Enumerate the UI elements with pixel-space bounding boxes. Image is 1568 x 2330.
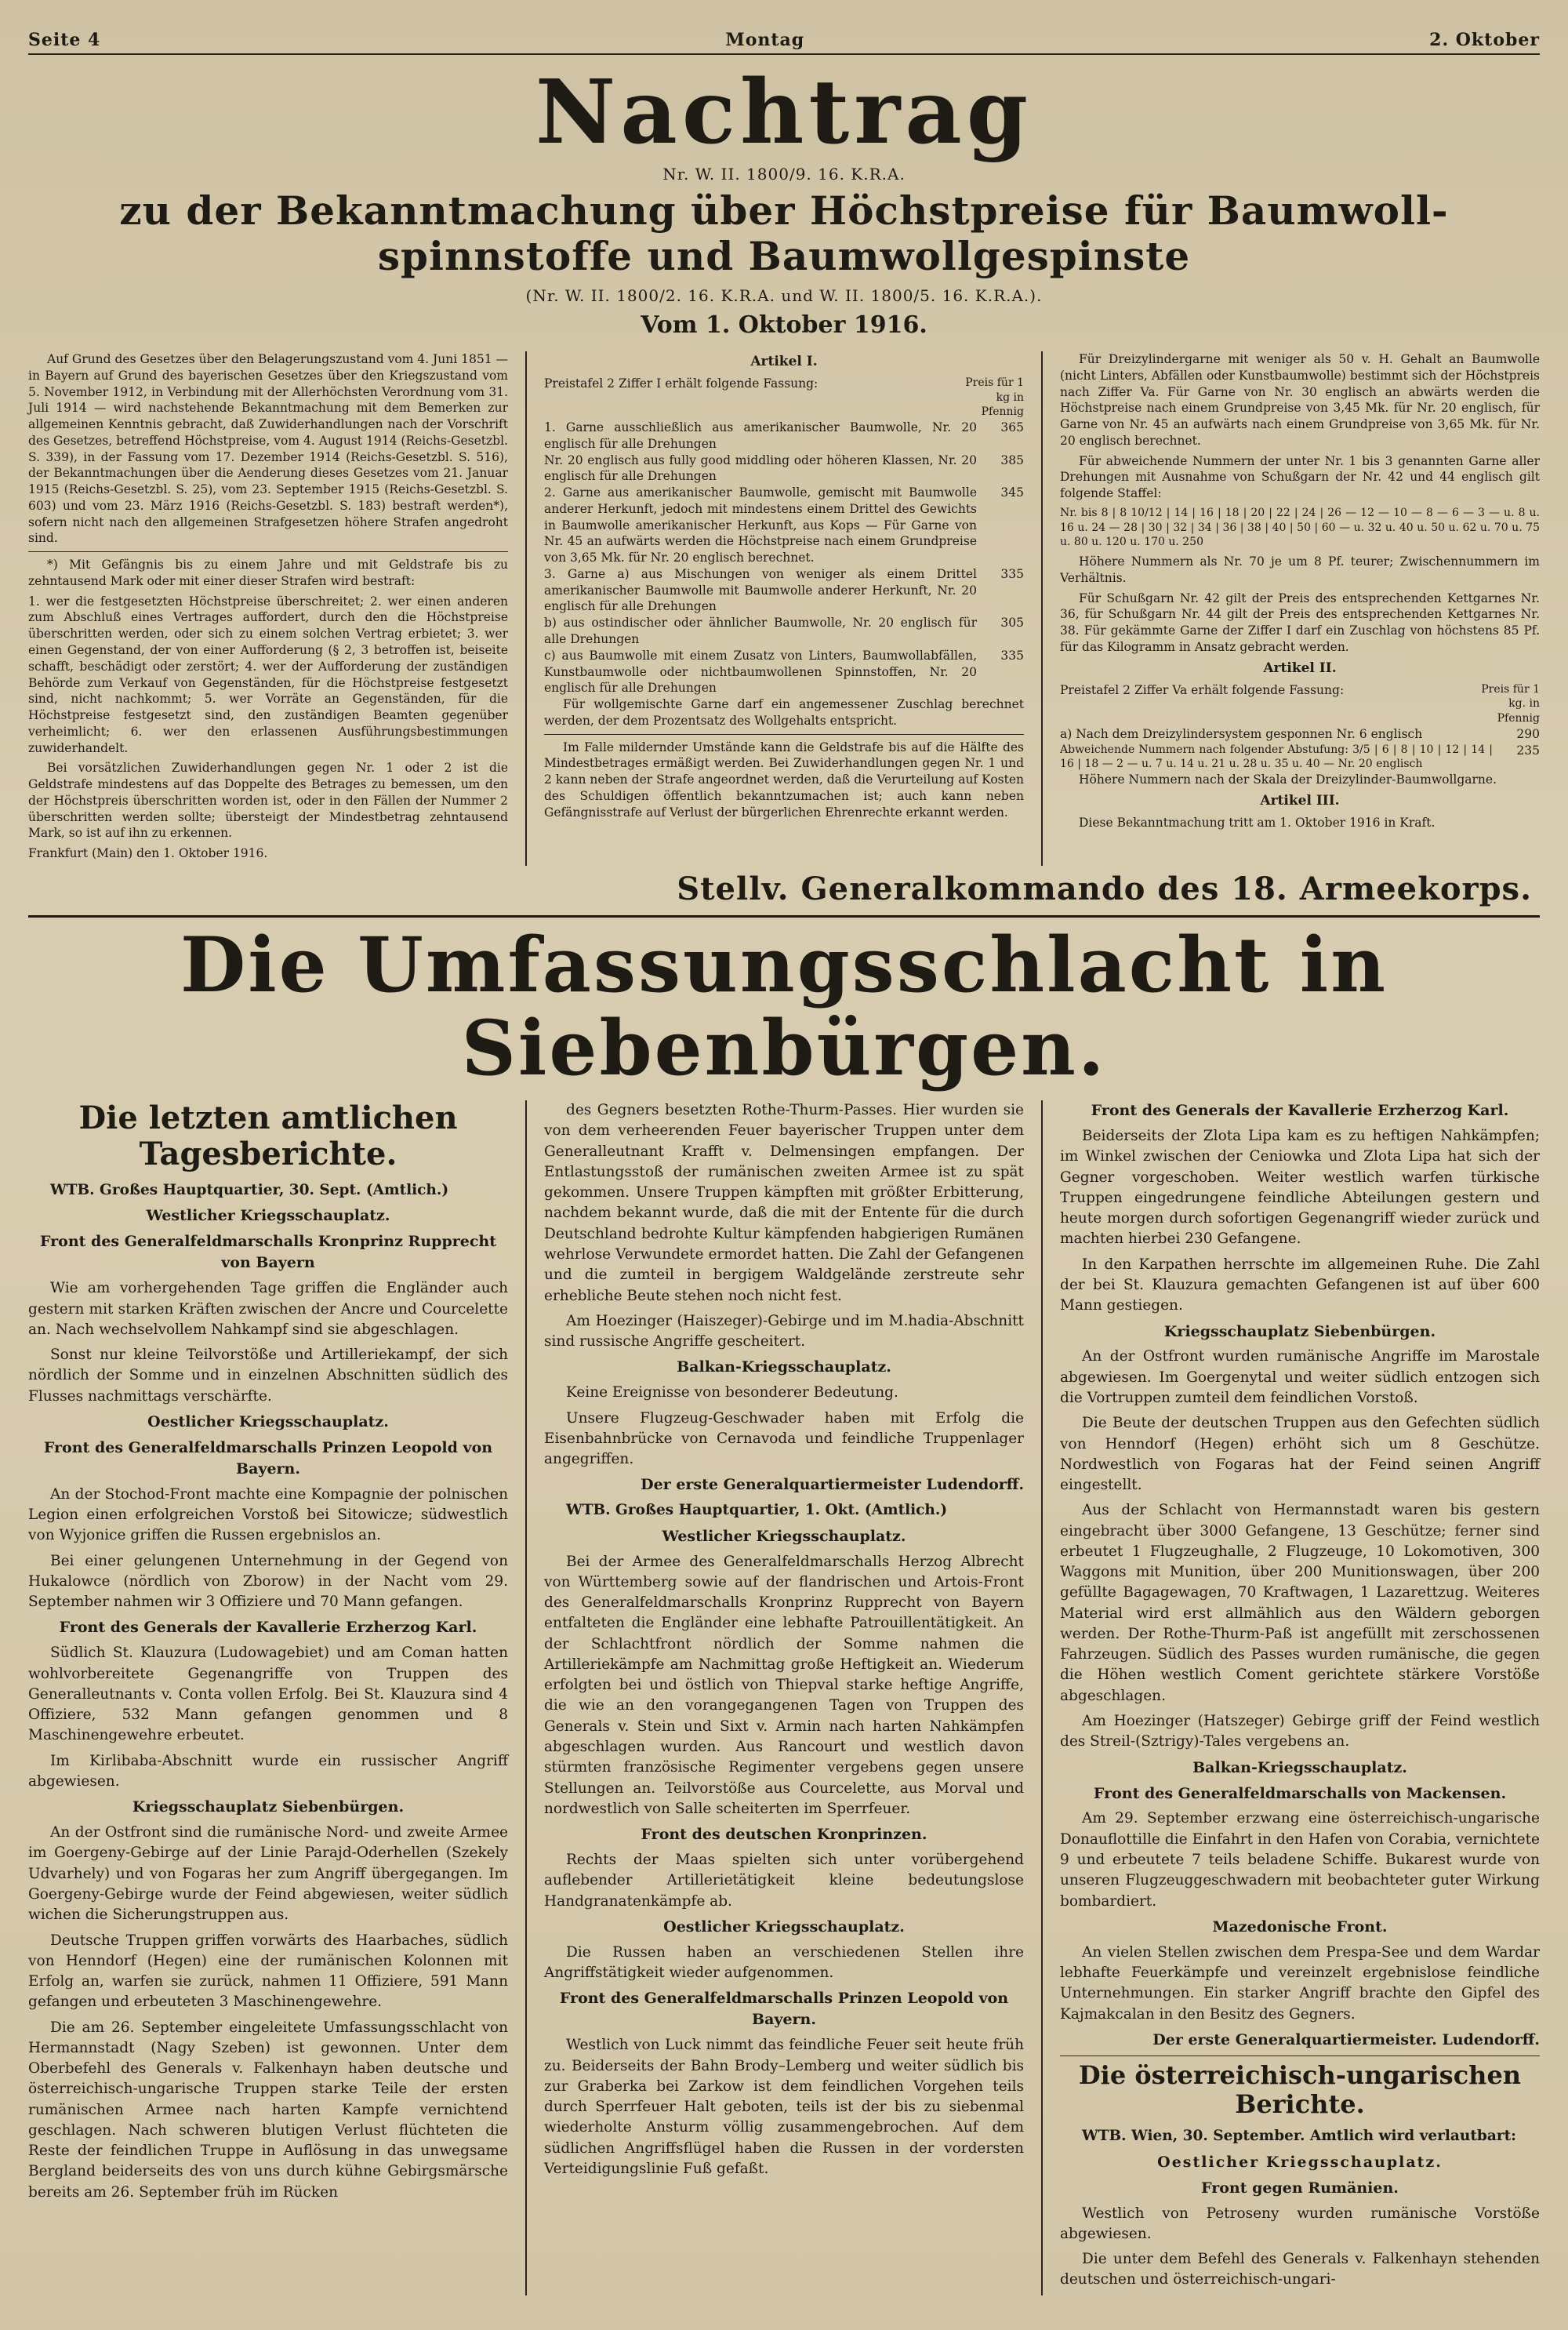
article-col-3 — [1060, 1100, 1540, 2295]
dateline: WTB. Großes Hauptquartier, 30. Sept. (Amtlich.) — [50, 1182, 449, 1199]
austro-hungarian-title: Die österreichisch-ungarischen Berichte. — [1078, 2059, 1522, 2119]
price-item: 3. Garne a) aus Mischungen von weniger als einem Drittel amerikanischer Baumwolle mit Baumwolle anderer Herkunft, Nr. 20 englisch für alle Drehungen 335 — [544, 566, 1024, 614]
section-heading: Balkan-Kriegsschauplatz. — [1192, 1758, 1407, 1776]
paragraph: Im Kirlibaba-Abschnitt wurde ein russischer Angriff abgewiesen. — [28, 1752, 508, 1790]
column-rule — [1041, 351, 1043, 866]
paragraph: Westlich von Petroseny wurden rumänische Vorstöße abgewiesen. — [1060, 2205, 1540, 2242]
penalty-list: 1. wer die festgesetzten Höchstpreise überschreitet; 2. wer einen anderen zum Abschluß eines Vertrages auffordert, durch den die Höchstpreise überschritten werden, oder sich zu einem solchen Vertrag erbietet; 3. wer einen Gegenstand, der von einer Aufforderung (§ 2, 3 betroffen ist, beiseite schafft, beschädigt oder zerstört; 4. wer der Aufforderung der zuständigen Behörde zum Verkauf von Gegenständen, für die Höchstpreise festgesetzt sind, nicht nachkommt; 5. wer Vorräte an Gegenständen, für die Höchstpreise festgesetzt sind, den zuständigen Beamten gegenüber verheimlicht; 6. wer den erlassenen Ausführungsbestimmungen zuwiderhandelt. — [28, 594, 508, 755]
section-heading: Kriegsschauplatz Siebenbürgen. — [1163, 1322, 1436, 1340]
paragraph: An vielen Stellen zwischen dem Prespa-See und dem Wardar lebhafte Feuerkämpfe und vereinzelt ergebnislose feindliche Unternehmungen. Ein starker Angriff brachte den Gipfel des Kajmakcalan in den Besitz des Gegners. — [1060, 1943, 1540, 2023]
dateline: WTB. Wien, 30. September. Amtlich wird verlautbart: — [1082, 2128, 1516, 2145]
reports-title: Die letzten amtlichen Tagesberichte. — [78, 1100, 458, 1173]
divider — [544, 734, 1024, 735]
paragraph: *) Mit Gefängnis bis zu einem Jahre und mit Geldstrafe bis zu zehntausend Mark oder mit einer dieser Strafen wird bestraft: — [28, 558, 508, 588]
divider — [28, 551, 508, 552]
nachtrag-sub-ref: (Nr. W. II. 1800/2. 16. K.R.A. und W. II. 1800/5. 16. K.R.A.). — [525, 286, 1043, 305]
signature: Der erste Generalquartiermeister. Ludendorff. — [1152, 2030, 1540, 2048]
paragraph: Für abweichende Nummern der unter Nr. 1 bis 3 genannten Garne aller Drehungen mit Ausnahme von Schußgarn der Nr. 42 und 44 englisch gilt folgende Staffel: — [1060, 453, 1540, 501]
nachtrag-columns — [28, 351, 1540, 866]
paragraph: An der Ostfront wurden rumänische Angriffe im Marostale abgewiesen. Im Goergenytal und weiter südlich entzogen sich die Vortruppen zumteil dem feindlichen Vorstoß. — [1060, 1348, 1540, 1407]
page-header — [28, 30, 1540, 55]
section-heading: Mazedonische Front. — [1212, 1917, 1388, 1936]
price-unit: Preis für 1 kg in Pfennig — [965, 376, 1024, 419]
article-col-1 — [28, 1100, 508, 2295]
paragraph: Am Hoezinger (Haiszeger)-Gebirge und im M.hadia-Abschnitt sind russische Angriffe gescheitert. — [544, 1312, 1024, 1350]
nachtrag-ref: Nr. W. II. 1800/9. 16. K.R.A. — [662, 165, 906, 184]
page-number: Seite 4 — [28, 30, 101, 50]
section-heading: Front des Generalfeldmarschalls Prinzen Leopold von Bayern. — [559, 1990, 1009, 2029]
section-heading: Front des Generalfeldmarschalls Prinzen Leopold von Bayern. — [43, 1438, 493, 1478]
section-heading: Oestlicher Kriegsschauplatz. — [147, 1412, 389, 1430]
price-intro: Preistafel 2 Ziffer I erhält folgende Fassung: — [544, 376, 818, 391]
section-heading: Front des Generals der Kavallerie Erzherzog Karl. — [1091, 1102, 1509, 1120]
paragraph: An der Stochod-Front machte eine Kompagnie der polnischen Legion einen erfolgreichen Vorstoß bei Sitowicze; südwestlich von Wyjonice griffen die Russen ergebnislos an. — [28, 1485, 508, 1544]
price-item: 2. Garne aus amerikanischer Baumwolle, gemischt mit Baumwolle anderer Herkunft, jedoch mit mindestens einem Drittel des Gewichts in Baumwolle amerikanischer Herkunft, aus Kops — Für Garne von Nr. 45 an aufwärts werden die Höchstpreise nach einem Grundpreise von 3,65 Mk. für Nr. 20 englisch berechnet. 345 — [544, 485, 1024, 565]
price-item: b) aus ostindischer oder ähnlicher Baumwolle, Nr. 20 englisch für alle Drehungen 305 — [544, 616, 1024, 646]
section-heading: Oestlicher Kriegsschauplatz. — [1157, 2153, 1443, 2171]
section-heading: Westlicher Kriegsschauplatz. — [662, 1527, 906, 1545]
signature: Der erste Generalquartiermeister Ludendorff. — [641, 1476, 1024, 1494]
paragraph: Im Falle mildernder Umstände kann die Geldstrafe bis auf die Hälfte des Mindestbetrages ermäßigt werden. Bei Zuwiderhandlungen gegen Nr. 1 und 2 kann neben der Strafe angeordnet werden, daß die Verurteilung auf Kosten des Schuldigen öffentlich bekanntzumachen ist; auch kann neben Gefängnisstrafe auf Verlust der bürgerlichen Ehrenrechte erkannt werden. — [544, 740, 1024, 820]
paragraph: Unsere Flugzeug-Geschwader haben mit Erfolg die Eisenbahnbrücke von Cernavoda und feindliche Truppenlager angegriffen. — [544, 1409, 1024, 1468]
weekday: Montag — [725, 30, 805, 50]
paragraph: Aus der Schlacht von Hermannstadt waren bis gestern eingebracht über 3000 Gefangene, 13 Geschütze; ferner sind erbeutet 1 Flugzeughalle, 2 Flugzeuge, 10 Lokomotiven, 300 Waggons mit Munition, über 200 Munitionswagen, über 200 gefüllte Bagagewagen, 70 Kraftwagen, 1 Lazarettzug. Weiteres Material wird erst allmählich aus den Wäldern geborgen werden. Der Rothe-Thurm-Paß ist angefüllt mit zerschossenen Fahrzeugen. Südlich des Passes wurden rumänische, die gegen die Höhen westlich Coment gerichtete stärkere Vorstöße abgeschlagen. — [1060, 1502, 1540, 1704]
column-rule — [525, 351, 527, 866]
number-scale-table: Nr. bis 8 | 8 10/12 | 14 | 16 | 18 | 20 | 22 | 24 | 26 — 12 — 10 — 8 — 6 — 3 — u. 8 u. 16 u. 24 — 28 | 30 | 32 | 34 | 36 | 38 | 40 | 50 | 60 — u. 32 u. 40 u. 50 u. 62 u. 70 u. 75 u. 80 u. 120 u. 170 u. 250 — [1060, 506, 1540, 549]
article-col-2 — [544, 1100, 1024, 2295]
nachtrag-heading: zu der Bekanntmachung über Höchstpreise für Baumwoll-spinnstoffe und Baumwollgespinste — [119, 187, 1449, 279]
price-item: Abweichende Nummern nach folgender Abstufung: 3/5 | 6 | 8 | 10 | 12 | 14 | 16 | 18 — 2 — u. 7 u. 14 u. 21 u. 28 u. 35 u. 40 — Nr. 20 englisch 235 — [1060, 743, 1540, 771]
section-heading: Front des Generalfeldmarschalls Kronprinz Rupprecht von Bayern — [40, 1233, 496, 1272]
price-item: 1. Garne ausschließlich aus amerikanischer Baumwolle, Nr. 20 englisch für alle Drehungen 365 — [544, 420, 1024, 451]
article-2-heading: Artikel II. — [1263, 660, 1337, 676]
article-1-heading: Artikel I. — [750, 354, 818, 369]
paragraph: des Gegners besetzten Rothe-Thurm-Passes. Hier wurden sie von dem verheerenden Feuer bayerischer Truppen unter dem Generalleutnant Krafft v. Delmensingen empfangen. Der Entlastungsstoß der rumänischen zweiten Armee ist zu spät gekommen. Unsere Truppen kämpften mit größter Erbitterung, nachdem bekannt wurde, daß die mit der Entente für die durch Deutschland bedrohte Kultur kämpfenden habgierigen Rumänen wehrlose Verwundete ermordet hatten. Die Zahl der Gefangenen und die zumteil in bergigem Waldgelände zerstreute sehr erhebliche Beute stehen noch nicht fest. — [544, 1102, 1024, 1304]
paragraph: Höhere Nummern nach der Skala der Dreizylinder-Baumwollgarne. — [1079, 772, 1497, 787]
nachtrag-col-2 — [544, 351, 1024, 866]
price-table-header: Preistafel 2 Ziffer Va erhält folgende Fassung: Preis für 1 kg. in Pfennig — [1060, 682, 1540, 725]
paragraph: Westlich von Luck nimmt das feindliche Feuer seit heute früh zu. Beiderseits der Bahn Brody–Lemberg und weiter südlich bis zur Graberka bei Zarkow ist dem feindlichen Vorgehen teils durch Sperrfeuer Halt geboten, teils ist der bis zu siebenmal wiederholte Ansturm völlig zusammengebrochen. Auf dem südlichen Angriffsflügel haben die Russen in der vordersten Verteidigungslinie Fuß gefaßt. — [544, 2037, 1024, 2177]
section-heading: Front des deutschen Kronprinzen. — [641, 1826, 927, 1844]
nachtrag-col-3 — [1060, 351, 1540, 866]
paragraph: Südlich St. Klauzura (Ludowagebiet) und am Coman hatten wohlvorbereitete Gegenangriffe von Truppen des Generalleutnants v. Conta vollen Erfolg. Bei St. Klauzura sind 4 Offiziere, 532 Mann gefangen genommen und 8 Maschinengewehre erbeutet. — [28, 1645, 508, 1744]
column-rule — [1041, 1100, 1043, 2295]
paragraph: Rechts der Maas spielten sich unter vorübergehend auflebender Artillerietätigkeit kleine bedeutungslose Handgranatenkämpfe ab. — [544, 1852, 1024, 1910]
article-3-heading: Artikel III. — [1260, 792, 1340, 809]
paragraph: Beiderseits der Zlota Lipa kam es zu heftigen Nahkämpfen; im Winkel zwischen der Ceniowka und Zlota Lipa hat sich der Gegner vorgeschoben. Weiter westlich warfen türkische Truppen eingedrungene feindliche Abteilungen gestern und heute morgen durch sofortigen Gegenangriff wieder zurück und machten hierbei 230 Gefangene. — [1060, 1128, 1540, 1248]
section-rule — [28, 915, 1540, 918]
paragraph: An der Ostfront sind die rumänische Nord- und zweite Armee im Goergeny-Gebirge auf der Linie Parajd-Oderhellen (Szekely Udvarhely) und von Fogaras her zum Angriff übergegangen. Im Goergeny-Gebirge wurde der Feind abgewiesen, weiter südlich wichen die Sicherungstruppen aus. — [28, 1824, 508, 1924]
paragraph: Bei der Armee des Generalfeldmarschalls Herzog Albrecht von Württemberg sowie auf der flandrischen und Artois-Front des Generalfeldmarschalls Kronprinz Rupprecht von Bayern entfalteten die Engländer eine lebhafte Patrouillentätigkeit. An der Schlachtfront nördlich der Somme nahmen die Artilleriekämpfe am Nachmittag große Heftigkeit an. Wiederum erfolgten bei und östlich von Thiepval starke heftige Angriffe, die wie an den vorangegangenen Tagen von Truppen des Generals v. Stein und Sixt v. Armin nach harten Nahkämpfen abgeschlagen wurden. Aus Rancourt und westlich davon stürmten französische Regimenter vergebens gegen unsere Stellungen an. Teilvorstöße aus Courcelette, aus Morval und nordwestlich von Salle scheiterten im Sperrfeuer. — [544, 1553, 1024, 1817]
section-heading: Balkan-Kriegsschauplatz. — [677, 1358, 891, 1376]
paragraph: Bei vorsätzlichen Zuwiderhandlungen gegen Nr. 1 oder 2 ist die Geldstrafe mindestens auf das Doppelte des Betrages zu bemessen, um den der Höchstpreis überschritten worden ist, oder in den Fällen der Nummer 2 überschritten werden sollte; übersteigt der Mindestbetrag zehntausend Mark, so ist auf ihn zu erkennen. — [28, 761, 508, 841]
paragraph: Für Schußgarn Nr. 42 gilt der Preis des entsprechenden Kettgarnes Nr. 36, für Schußgarn Nr. 44 gilt der Preis des entsprechenden Kettgarnes Nr. 38. Für gekämmte Garne der Ziffer I darf ein Zuschlag von höchstens 85 Pf. für das Kilogramm in Ansatz gebracht werden. — [1060, 591, 1540, 654]
paragraph: Die am 26. September eingeleitete Umfassungsschlacht von Hermannstadt (Nagy Szeben) ist gewonnen. Unter dem Oberbefehl des Generals v. Falkenhayn haben deutsche und österreichisch-ungarische Truppen starke Teile der ersten rumänischen Armee nach harten Kampfe vernichtend geschlagen. Nach schweren blutigen Verlust flüchteten die Reste der feindlichen Truppe in Auflösung in das unwegsame Bergland beiderseits des von uns durch kühne Gebirgsmärsche bereits am 26. September früh im Rücken — [28, 2019, 508, 2201]
paragraph: Für wollgemischte Garne darf ein angemessener Zuschlag berechnet werden, der dem Prozentsatz des Wollgehalts entspricht. — [544, 697, 1024, 728]
main-headline: Die Umfassungsschlacht in Siebenbürgen. — [180, 920, 1388, 1092]
paragraph: Höhere Nummern als Nr. 70 je um 8 Pf. teurer; Zwischennummern im Verhältnis. — [1060, 554, 1540, 585]
paragraph: Diese Bekanntmachung tritt am 1. Oktober 1916 in Kraft. — [1079, 815, 1436, 830]
paragraph: In den Karpathen herrschte im allgemeinen Ruhe. Die Zahl der bei St. Klauzura gemachten Gefangenen ist auf über 600 Mann gestiegen. — [1060, 1256, 1540, 1314]
article-columns — [28, 1100, 1540, 2295]
nachtrag-date: Vom 1. Oktober 1916. — [641, 311, 927, 339]
column-rule — [525, 1100, 527, 2295]
dateline: WTB. Großes Hauptquartier, 1. Okt. (Amtlich.) — [566, 1502, 948, 1519]
paragraph: Auf Grund des Gesetzes über den Belagerungszustand vom 4. Juni 1851 — in Bayern auf Grund des bayerischen Gesetzes über den Kriegszustand vom 5. November 1912, in Verbindung mit der Allerhöchsten Verordnung vom 31. Juli 1914 — wird nachstehende Bekanntmachung mit dem Bemerken zur allgemeinen Kenntnis gebracht, daß Zuwiderhandlungen nach der Vorschrift des Gesetzes, betreffend Höchstpreise, vom 4. August 1914 (Reichs-Gesetzbl. S. 339), in der Fassung vom 17. Dezember 1914 (Reichs-Gesetzbl. S. 516), der Bekanntmachungen über die Aenderung dieses Gesetzes vom 21. Januar 1915 (Reichs-Gesetzbl. S. 25), vom 23. September 1915 (Reichs-Gesetzbl. S. 603) und vom 23. März 1916 (Reichs-Gesetzbl. S. 183) bestraft werden*), sofern nicht nach den allgemeinen Strafgesetzen höhere Strafen angedroht sind. — [28, 352, 508, 546]
paragraph: Die Beute der deutschen Truppen aus den Gefechten südlich von Henndorf (Hegen) erhöht sich um 8 Geschütze. Nordwestlich von Fogaras hat der Feind seinen Angriff eingestellt. — [1060, 1415, 1540, 1494]
price-table-header — [544, 376, 1024, 420]
paragraph: Am Hoezinger (Hatszeger) Gebirge griff der Feind westlich des Streil-(Sztrigy)-Tales vergebens an. — [1060, 1713, 1540, 1750]
price-item: a) Nach dem Dreizylindersystem gesponnen Nr. 6 englisch 290 — [1060, 726, 1540, 741]
section-heading: Westlicher Kriegsschauplatz. — [146, 1207, 390, 1225]
paragraph: Die unter dem Befehl des Generals v. Falkenhayn stehenden deutschen und österreichisch-ungari- — [1060, 2251, 1540, 2288]
place-date: Frankfurt (Main) den 1. Oktober 1916. — [28, 846, 268, 861]
price-item: Nr. 20 englisch aus fully good middling oder höheren Klassen, Nr. 20 englisch für alle Drehungen 385 — [544, 453, 1024, 484]
section-heading: Oestlicher Kriegsschauplatz. — [663, 1917, 905, 1936]
paragraph: Keine Ereignisse von besonderer Bedeutung. — [566, 1384, 898, 1401]
paragraph: Deutsche Truppen griffen vorwärts des Haarbaches, südlich von Henndorf (Hegen) eine der rumänischen Kolonnen mit Erfolg an, warfen sie zurück, nahmen 11 Offiziere, 591 Mann gefangen und erbeuteten 3 Maschinengewehre. — [28, 1932, 508, 2011]
paragraph: Die Russen haben an verschiedenen Stellen ihre Angriffstätigkeit wieder aufgenommen. — [544, 1943, 1024, 1982]
section-heading: Front des Generalfeldmarschalls von Mackensen. — [1093, 1784, 1507, 1802]
issue-date: 2. Oktober — [1429, 30, 1540, 50]
paragraph: Für Dreizylindergarne mit weniger als 50 v. H. Gehalt an Baumwolle (nicht Linters, Abfällen oder Kunstbaumwolle) bestimmt sich der Höchstpreis nach Ziffer Va. Für Garne von Nr. 30 englisch an abwärts werden die Höchstpreise nach einem Grundpreise von 3,45 Mk. für Nr. 20 englisch, für Garne von Nr. 45 an aufwärts nach einem Grundpreise von 3,65 Mk. für Nr. 20 englisch berechnet. — [1060, 352, 1540, 448]
section-heading: Kriegsschauplatz Siebenbürgen. — [132, 1798, 405, 1816]
price-item: c) aus Baumwolle mit einem Zusatz von Linters, Baumwollabfällen, Kunstbaumwolle oder nichtbaumwollenen Spinnstoffen, Nr. 20 englisch für alle Drehungen 335 — [544, 648, 1024, 696]
paragraph: Am 29. September erzwang eine österreichisch-ungarische Donauflottille die Einfahrt in den Hafen von Corabia, vernichtete 9 und erbeutete 7 teils beladene Schiffe. Bukarest wurde von unseren Flugzeuggeschwadern mit beobachteter guter Wirkung bombardiert. — [1060, 1810, 1540, 1910]
paragraph: Bei einer gelungenen Unternehmung in der Gegend von Hukalowce (nördlich von Zborow) in der Nacht vom 29. September nahmen wir 3 Offiziere und 70 Mann gefangen. — [28, 1552, 508, 1611]
paragraph: Sonst nur kleine Teilvorstöße und Artilleriekampf, der sich nördlich der Somme und in einzelnen Abschnitten südlich des Flusses nachmittags verschärfte. — [28, 1347, 508, 1405]
section-heading: Front des Generals der Kavallerie Erzherzog Karl. — [59, 1619, 477, 1637]
nachtrag-title: Nachtrag — [535, 61, 1033, 164]
nachtrag-col-1 — [28, 351, 508, 866]
nachtrag-notice — [28, 61, 1540, 339]
paragraph: Wie am vorhergehenden Tage griffen die Engländer auch gestern mit starken Kräften zwischen der Ancre und Courcelette an. Nach wechselvollem Nahkampf sind sie abgeschlagen. — [28, 1280, 508, 1338]
section-heading: Front gegen Rumänien. — [1201, 2179, 1399, 2197]
kommando-signature: Stellv. Generalkommando des 18. Armeekorps. — [677, 870, 1532, 907]
